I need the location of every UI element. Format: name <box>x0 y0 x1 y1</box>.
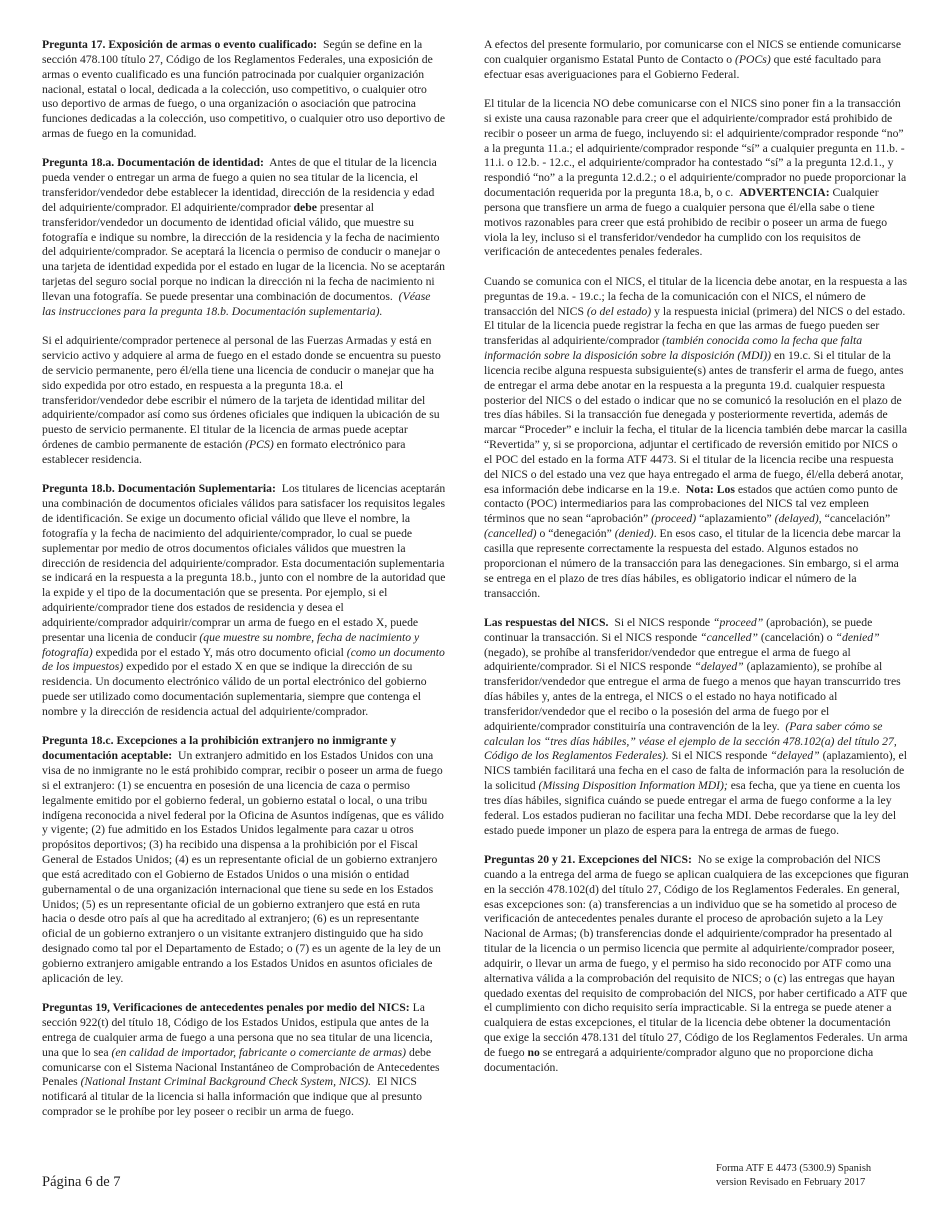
paragraph-q18a: Pregunta 18.a. Documentación de identidad: Antes de que el titular de la licencia pueda vender o entregar un arma de fuego a quien no sea titular de la licencia, el transferidor/vendedor debe establecer la identidad, dirección de la residencia y edad del adquiriente/comprador. El adquiriente/comprador debe presentar al transferidor/vendedor un documento de identidad oficial válido, que muestre su fotografía e indique su nombre, la dirección de la residencia y la fecha de nacimiento del adquiriente/comprador. Se aceptará la licencia o permiso de conducir o manejar o una tarjeta de identidad expedida por el estado en lugar de la licencia. No se aceptarán tarjetas del seguro social porque no indican la dirección ni la fecha de nacimiento ni llevan una fotografía. Se puede presentar una combinación de documentos. (Véase las instrucciones para la pregunta 18.b. Documentación suplementaria). <box>42 156 446 318</box>
page-number: Página 6 de 7 <box>42 1174 121 1190</box>
heading-q19: Preguntas 19, Verificaciones de antecedentes penales por medio del NICS: <box>42 1001 410 1015</box>
right-column <box>484 38 909 1090</box>
paragraph-q20-21: Preguntas 20 y 21. Excepciones del NICS: No se exige la comprobación del NICS cuando a la entrega del arma de fuego se aplican cualquiera de las excepciones que figuran en la sección 478.102(d) del título 27, Código de los Reglamentos Federales. En general, esas excepciones son: (a) transferencias a un individuo que se ha sometido al proceso de verificación de antecedentes penales durante el proceso de aprobación sujeto a la Ley Nacional de Armas; (b) transferencias donde el adquiriente/comprador ha presentado al titular de la licencia o un permiso licencia que permite al adquiriente/comprador poseer, adquirir, o llevar un arma de fuego, y el permiso ha sido reconocido por ATF como una alternativa válida a la comprobación del requisito de NICS; o (c) las entregas que hayan quedado exentas del requisito de comprobación del NICS, por haber certificado a ATF que el cumplimiento con dicho requisito sería impracticable. Si la entrega se puede atener a cualquiera de estas excepciones, el titular de la licencia debe obtener la documentación que exige la sección 478.131 del título 27, Código de los Reglamentos Federales. Un arma de fuego no se entregará a adquiriente/comprador alguno que no proporcione dicha documentación. <box>484 853 909 1074</box>
heading-q20-21: Preguntas 20 y 21. Excepciones del NICS: <box>484 853 692 867</box>
heading-q17: Pregunta 17. Exposición de armas o evento cualificado: <box>42 38 318 51</box>
paragraph-must-not-contact: El titular de la licencia NO debe comunicarse con el NICS sino poner fin a la transacción si existe una causa razonable para creer que el adquiriente/comprador está prohibido de recibir o poseer un arma de fuego, incluyendo si: el adquiriente/comprador responde “no” a la pregunta 11.a.; el adquiriente/comprador responde “sí” a cualquier pregunta en 11.b. - 11.i. o 12.b. - 12.c., el adquiriente/comprador ha contestado “sí” a la pregunta 12.d.1., y respondió “no” a la pregunta 12.d.2.; o el adquiriente/comprador no puede proporcionar la documentación requerida por la pregunta 18.a, b, o c. ADVERTENCIA: Cualquier persona que transfiere un arma de fuego a cualquier persona que él/ella sabe o tiene motivos razonables para creer que está prohibido de recibir o poseer un arma de fuego viola la ley, incluso si el transferidor/vendedor ha cumplido con los requisitos de verificación de antecedentes penales federales. <box>484 97 907 259</box>
left-column <box>42 38 446 1134</box>
paragraph-q18b: Pregunta 18.b. Documentación Suplementaria: Los titulares de licencias aceptarán una combinación de documentos oficiales válidos para satisfacer los requisitos legales de identificación. Se exige un documento oficial válido que lleve el nombre, la fotografía y la fecha de nacimiento del adquiriente/comprador, lo cual se puede suplementar por medio de otros documentos oficiales válidos que muestren la dirección de residencia del adquiriente/comprador. Esta documentación suplementaria se indicará en la respuesta a la pregunta 18.b., junto con el nombre de la autoridad que la expide y el tipo de la documentación que se presenta. Por ejemplo, si el adquiriente/comprador tiene dos estados de residencia y desea el adquiriente/comprador adquirir/comprar un arma de fuego en el estado X, puede presentar una licenia de conducir (que muestre su nombre, fecha de nacimiento y fotografía) expedida por el estado Y, más otro documento oficial (como un documento de los impuestos) expedido por el estado X en que se indique la dirección de su residencia. Un documento electrónico válido de un portal electrónico del gobierno puede ser utilizado como documentación suplementaria, siempre que contenga el nombre y la dirección de residencia actual del adquiriente/comprador. <box>42 482 446 718</box>
paragraph-poc: A efectos del presente formulario, por comunicarse con el NICS se entiende comunicarse con cualquier organismo Estatal Punto de Contacto o (POCs) que esté facultado para efectuar esas averiguaciones para el Gobierno Federal. <box>484 38 902 81</box>
heading-nics-responses: Las respuestas del NICS. <box>484 615 609 629</box>
paragraph-q17: Pregunta 17. Exposición de armas o evento cualificado: Según se define en la sección 478.100 título 27, Código de los Reglamentos Federales, una exposición de armas o evento cualificado es una función patrocinada por cualquier organización nacional, estatal o local, dedicada a la colección, uso competitivo, o cualquier otro uso deportivo de armas de fuego, o una organización o asociación que patrocina funciones dedicadas a la colección, uso competitivo, o cualquier otro uso deportivo de armas de fuego en la comunidad. <box>42 38 446 141</box>
paragraph-nics-responses: Las respuestas del NICS. Si el NICS responde “proceed” (aprobación), se puede continuar la transacción. Si el NICS responde “cancelled” (cancelación) o “denied” (negado), se prohíbe al transferidor/vendedor que entregue el arma de fuego al adquiriente/comprador. Si el NICS responde “delayed” (aplazamiento), se prohíbe al transferidor/vendedor que entregue el arma de fuego a menos que hayan transcurrido tres días hábiles y, antes de la entrega, el NICS o el estado no haya notificado al transferidor/vendedor que el recibo o la posesión del arma de fuego por el adquiriente/comprador constituiría una contravención de la ley. (Para saber cómo se calculan los “tres días hábiles,” véase el ejemplo de la sección 478.102(a) del título 27, Código de los Reglamentos Federales). Si el NICS responde “delayed” (aplazamiento), el NICS también facilitará una fecha en el caso de falta de información para la resolución de la solicitud (Missing Disposition Information MDI); esa fecha, que ya tiene en cuenta los tres días hábiles, significa cuándo se puede entregar el arma de fuego conforme a la ley federal. Los estados pudieran no facilitar una fecha MDI. Debe recordarse que la ley del estado puede imponer un plazo de espera para la entrega de armas de fuego. <box>484 615 907 837</box>
note-label: Nota: <box>685 482 714 496</box>
paragraph-nics-contact: Cuando se comunica con el NICS, el titular de la licencia debe anotar, en la respuesta a las preguntas de 19.a. - 19.c.; la fecha de la comunicación con el NICS, el número de transacción del NICS (o del estado) y la respuesta inicial (primera) del NICS o del estado. El titular de la licencia puede registrar la fecha en que las armas de fuego pueden ser transferidas al adquiriente/comprador (también conocida como la fecha que falta información sobre la disposición sobre la disposición (MDI)) en 19.c. Si el titular de la licencia recibe alguna respuesta subsiguiente(s) antes de transferir el arma de fuego, antes de entregar el arma debe anotar en la respuesta a la pregunta 19.d. cualquier respuesta posterior del NICS o del estado o indicar que no se comunicó la resolución en el plazo de tres días hábiles. Si la transacción fue denegada y posteriormente revertida, además de marcar “Proceder” e incluir la fecha, el titular de la licencia también debe marcar la casilla “Revertida” y, si se proporciona, adjuntar el certificado de reversión emitido por NICS o el POC del estado en la forma ATF 4473. Si el titular de la licencia recibe una respuesta del NICS o del estado una vez que haya entregado el arma de fuego, él/ella deberá anotar, esa información debe indicarse en la 19.e. Nota: Los estados que actúen como punto de contacto (POC) intermediarios para las comprobaciones del NICS tal vez empleen términos que no sean “aprobación” (proceed) “aplazamiento” (delayed), “cancelación” (cancelled) o “denegación” (denied). En esos caso, el titular de la licencia debe marcar la casilla que represente correctamente la respuesta del estado. Algunos estados no proporcionan el número de la transacción para las denegaciones. Sin embargo, si el arma se entrega en el plazo de tres días hábiles, es obligatorio indicar el número de la transacción. <box>484 274 908 600</box>
heading-q18c: Pregunta 18.c. Excepciones a la prohibición extranjero no inmigrante y documentación aceptable: <box>42 734 397 763</box>
form-identifier-line-1: Forma ATF E 4473 (5300.9) Spanish <box>716 1163 872 1174</box>
paragraph-q18a-military: Si el adquiriente/comprador pertenece al personal de las Fuerzas Armadas y está en servicio activo y adquiere al arma de fuego en el estado donde se encuentra su puesto de servicio permanente, pero él/ella tiene una licencia de conducir o manejar que ha sido expedida por otro estado, en respuesta a la pregunta 18.a. el transferidor/vendedor debe escribir el número de la tarjeta de identidad militar del adquiriente/compador así como sus órdenes oficiales que indiquen la ubicación de su puesto de servicio permanente. El titular de la licencia de armas puede aceptar órdenes de cambio permanente de estación (PCS) en formato electrónico para establecer residencia. <box>42 334 441 466</box>
form-identifier-line-2: version Revisado en February 2017 <box>716 1176 866 1188</box>
warning-label: ADVERTENCIA: <box>739 186 830 200</box>
heading-q18a: Pregunta 18.a. Documentación de identidad: <box>42 156 264 170</box>
paragraph-q18c: Pregunta 18.c. Excepciones a la prohibición extranjero no inmigrante y documentación aceptable: Un extranjero admitido en los Estados Unidos con una visa de no inmigrante no le está prohibido comprar, recibir o poseer un arma de fuego si el extranjero: (1) se encuentra en posesión de una licencia de caza o permiso legalmente emitido por el gobierno federal, un gobierno estatal o local, o una tribu indígena reconocida a nivel federal por la Oficina de Asuntos indígenas, que es válido y vigente; (2) fue admitido en los Estados Unidos legalmente para cazar u otros propósitos deportivos; (3) ha recibido una dispensa a la prohibición por el Fiscal General de Estados Unidos; (4) es un representante oficial de un gobierno extranjero que está acreditado con el Gobierno de Estados Unidos o una misión o entidad gubernamental o de una organización internacional que tiene su sede en los Estados Unidos; (5) es un representante oficial de un gobierno extranjero que está en ruta hacia o desde otro país al que ha acreditado al extranjero; (6) es un representante oficial de un gobierno extranjero o un visitante extranjero distinguido que ha sido designado como tal por el Departamento de Estado; o (7) es un agente de la ley de un gobierno extranjero amigable entrando a los Estados Unidos en asuntos oficiales de aplicación de ley. <box>42 734 444 985</box>
heading-q18b: Pregunta 18.b. Documentación Suplementaria: <box>42 482 276 496</box>
paragraph-q19: Preguntas 19, Verificaciones de antecedentes penales por medio del NICS: La sección 922(t) del título 18, Código de los Estados Unidos, estipula que antes de la entrega de cualquier arma de fuego a una persona que no sea titular de una licencia, una que lo sea (en calidad de importador, fabricante o comerciante de armas) debe comunicarse con el Sistema Nacional Instantáneo de Comprobación de Antecedentes Penales (National Instant Criminal Background Check System, NICS). El NICS notificará al titular de la licencia si halla información que indique que al presunto comprador se le prohíbe por ley poseer o recibir un arma de fuego. <box>42 1001 440 1119</box>
form-identifier <box>716 1162 871 1189</box>
